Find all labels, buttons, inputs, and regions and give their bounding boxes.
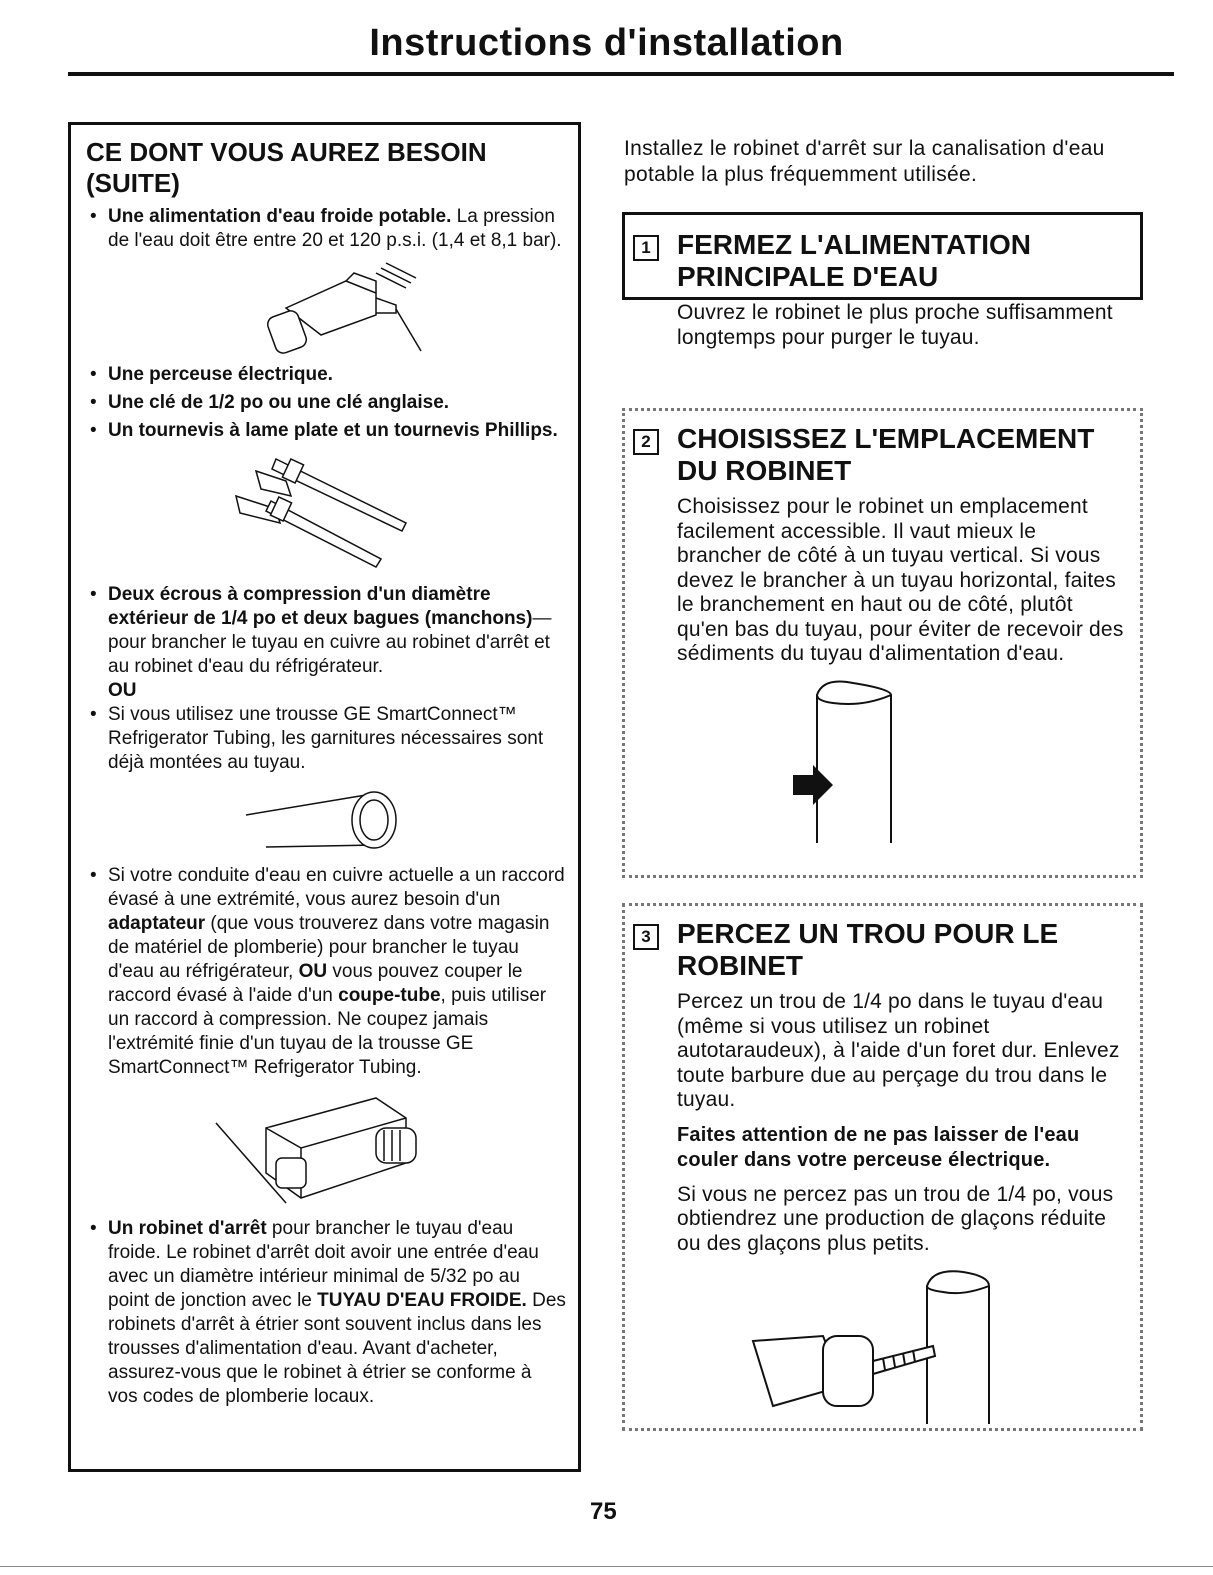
step-body: Ouvrez le robinet le plus proche suffisamment longtemps pour purger le tuyau. xyxy=(677,301,1113,349)
step-warning: Faites attention de ne pas laisser de l'eau couler dans votre perceuse électrique. xyxy=(677,1123,1080,1171)
step-number: 1 xyxy=(633,235,659,261)
step-1-box xyxy=(622,212,1143,349)
page-number: 75 xyxy=(590,1498,617,1525)
step-number: 3 xyxy=(633,924,659,950)
step-body: Choisissez pour le robinet un emplacement facilement accessible. Il vaut mieux le brancher de côté à un tuyau vertical. Si vous devez le brancher à un tuyau horizontal, faites le branchement en haut ou de côté, plutôt qu'en bas du tuyau, pour éviter de recevoir des sédiments du tuyau d'alimentation d'eau. xyxy=(677,495,1124,665)
step-title: FERMEZ L'ALIMENTATION PRINCIPALE D'EAU xyxy=(677,229,1032,292)
shutoff-valve-illustration xyxy=(206,1088,446,1213)
intro-text: Installez le robinet d'arrêt sur la canalisation d'eau potable la plus fréquemment utilisée. xyxy=(624,137,1105,186)
title-divider xyxy=(68,72,1174,76)
step-title: PERCEZ UN TROU POUR LE ROBINET xyxy=(677,918,1059,981)
step-body xyxy=(633,990,1126,1256)
list-item: • Une clé de 1/2 po ou une clé anglaise. xyxy=(90,392,450,413)
list-item: • Deux écrous à compression d'un diamètre extérieur de 1/4 po et deux bagues (manchons)—pour brancher le tuyau en cuivre au robinet d'arrêt et au robinet d'eau du réfrigérateur. OU xyxy=(90,584,552,701)
list-item: • Une perceuse électrique. xyxy=(90,364,333,385)
list-item: • Si votre conduite d'eau en cuivre actuelle a un raccord évasé à une extrémité, vous aurez besoin d'un adaptateur (que vous trouverez dans votre magasin de matériel de plomberie) pour brancher le tuyau d'eau au réfrigérateur, OU vous pouvez couper le raccord évasé à l'aide d'un coupe-tube, puis utiliser un raccord à compression. Ne coupez jamais l'extrémité finie d'un tuyau de la trousse GE SmartConnect™ Refrigerator Tubing. xyxy=(90,865,565,1078)
list-item: • Si vous utilisez une trousse GE SmartConnect™ Refrigerator Tubing, les garnitures nécessaires sont déjà montées au tuyau. xyxy=(90,704,544,773)
needed-items-box xyxy=(68,122,581,1472)
tubing-end-illustration xyxy=(226,775,426,860)
list-item: • Une alimentation d'eau froide potable. La pression de l'eau doit être entre 20 et 120 p.s.i. (1,4 et 8,1 bar). xyxy=(90,206,562,251)
step-number: 2 xyxy=(633,429,659,455)
step-title: CHOISISSEZ L'EMPLACEMENT DU ROBINET xyxy=(677,423,1095,486)
list-item: • Un robinet d'arrêt pour brancher le tuyau d'eau froide. Le robinet d'arrêt doit avoir une entrée d'eau avec un diamètre intérieur minimal de 5/32 po au point de jonction avec le TUYAU D'EAU FROIDE. Des robinets d'arrêt à étrier sont souvent inclus dans les trousses d'alimentation d'eau. Avant d'acheter, assurez-vous que le robinet à étrier se conforme à vos codes de plomberie locaux. xyxy=(90,1218,566,1407)
screwdrivers-illustration xyxy=(216,451,436,571)
vertical-pipe-illustration xyxy=(793,675,993,845)
list-item: • Un tournevis à lame plate et un tournevis Phillips. xyxy=(90,420,558,441)
needed-items-heading: CE DONT VOUS AUREZ BESOIN (SUITE) xyxy=(86,137,487,198)
step-paragraph: Percez un trou de 1/4 po dans le tuyau d'eau (même si vous utilisez un robinet autotaraudeux), à l'aide d'un foret dur. Enlevez toute barbure due au perçage du trou dans le tuyau. xyxy=(677,990,1120,1111)
power-drill-illustration xyxy=(226,253,426,363)
page-title: Instructions d'installation xyxy=(369,22,844,64)
step-3-box xyxy=(622,903,1143,1431)
footer-divider xyxy=(0,1566,1213,1567)
step-paragraph: Si vous ne percez pas un trou de 1/4 po, vous obtiendrez une production de glaçons réduite ou des glaçons plus petits. xyxy=(677,1182,1114,1255)
drilling-pipe-illustration xyxy=(743,1266,1043,1426)
step-2-box xyxy=(622,408,1143,878)
